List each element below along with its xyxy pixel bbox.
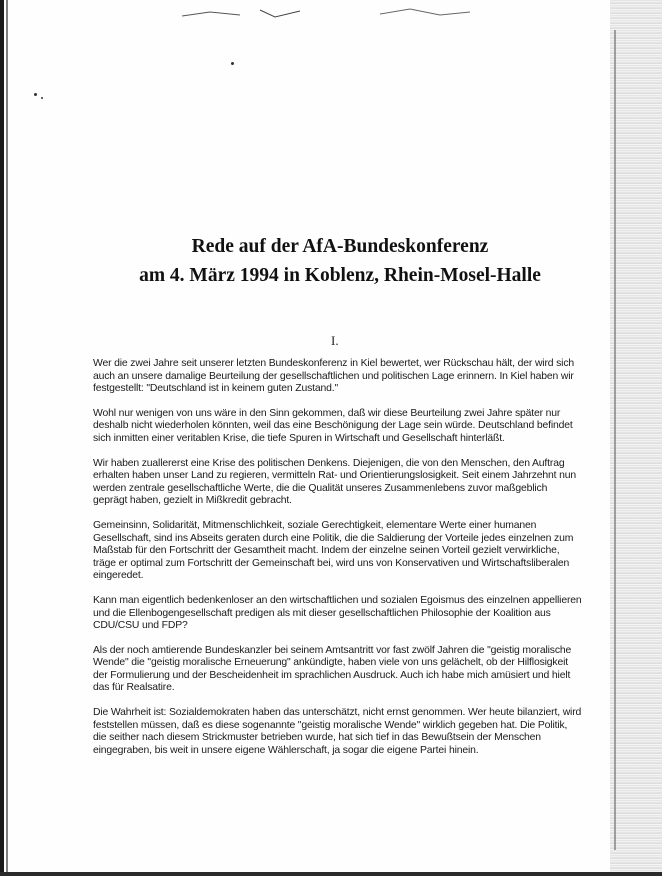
paragraph: Wer die zwei Jahre seit unserer letzten Bundeskonferenz in Kiel bewertet, wer Rückschau hält, der wird sich auch an unsere damalige Beurteilung der gesellschaftlichen und politischen Lage erinnern. In Kiel haben wir festgestellt: "Deutschland ist in keinem guten Zustand." (93, 358, 575, 395)
scan-artifact-marks (180, 6, 480, 20)
scan-speck (231, 62, 234, 65)
title-line-1: Rede auf der AfA-Bundeskonferenz (191, 236, 489, 257)
section-number: I. (331, 333, 339, 348)
speech-body (93, 358, 583, 769)
paragraph: Wohl nur wenigen von uns wäre in den Sinn gekommen, daß wir diese Beurteilung zwei Jahre später nur deshalb nicht wiederholen könnten, weil das eine Beschönigung der Lage sein würde. Deutschland befindet sich inmitten einer veritablen Krise, die tiefe Spuren in Wirtschaft und Gesellschaft hinterläßt. (93, 407, 573, 444)
scan-noise-right (610, 0, 662, 876)
scan-speck (41, 97, 43, 99)
paragraph: Wir haben zuallererst eine Krise des politischen Denkens. Diejenigen, die von den Menschen, den Auftrag erhalten haben unser Land zu regieren, vermitteln Rat- und Orientierungslosigkeit. Seit einem Jahrzehnt nun werden zentrale gesellschaftliche Werte, die die Qualität unseres Zusammenlebens zuvor maßgeblich geprägt haben, gezielt in Mißkredit gebracht. (93, 457, 576, 507)
paragraph: Als der noch amtierende Bundeskanzler bei seinem Amtsantritt vor fast zwölf Jahren die "geistig moralische Wende" die "geistig moralische Erneuerung" ankündigte, haben viele von uns gelächelt, ob der Hilflosigkeit der Formulierung und der Bescheidenheit im sprachlichen Ausdruck. Auch ich habe mich amüsiert und hielt das für Realsatire. (93, 644, 572, 694)
speech-title (60, 232, 620, 290)
scan-border-left (0, 0, 4, 876)
title-line-2: am 4. März 1994 in Koblenz, Rhein-Mosel-Halle (139, 265, 541, 286)
scan-edge-right (614, 30, 616, 850)
paragraph: Gemeinsinn, Solidarität, Mitmenschlichkeit, soziale Gerechtigkeit, elementare Werte einer humanen Gesellschaft, sind ins Abseits geraten durch eine Politik, die die Saldierung der Vorteile jedes einzelnen zum Maßstab für den Fortschritt der Gesamtheit macht. Indem der einzelne seinen Vorteil gezielt verwirkliche, träge er optimal zum Fortschritt der Gemeinschaft bei, wird uns von Konservativen und Wirtschaftsliberalen eingeredet. (93, 519, 574, 582)
paragraph: Die Wahrheit ist: Sozialdemokraten haben das unterschätzt, nicht ernst genommen. Wer heute bilanziert, wird feststellen müssen, daß es diese sogenannte "geistig moralische Wende" wirklich gegeben hat. Die Politik, die seither nach diesem Strickmuster betrieben wurde, hat sich tief in das Bewußtsein der Menschen eingegraben, bis weit in unsere eigene Wählerschaft, ja sogar die eigene Partei hinein. (93, 707, 582, 756)
scan-border-left-inner (6, 0, 8, 876)
scan-speck (34, 93, 37, 96)
scan-border-bottom (0, 872, 662, 876)
paragraph: Kann man eigentlich bedenkenloser an den wirtschaftlichen und sozialen Egoismus des einzelnen appellieren und die Ellenbogengesellschaft predigen als mit dieser gesellschaftlichen Philosophie der Koalition aus CDU/CSU und FDP? (93, 594, 582, 632)
